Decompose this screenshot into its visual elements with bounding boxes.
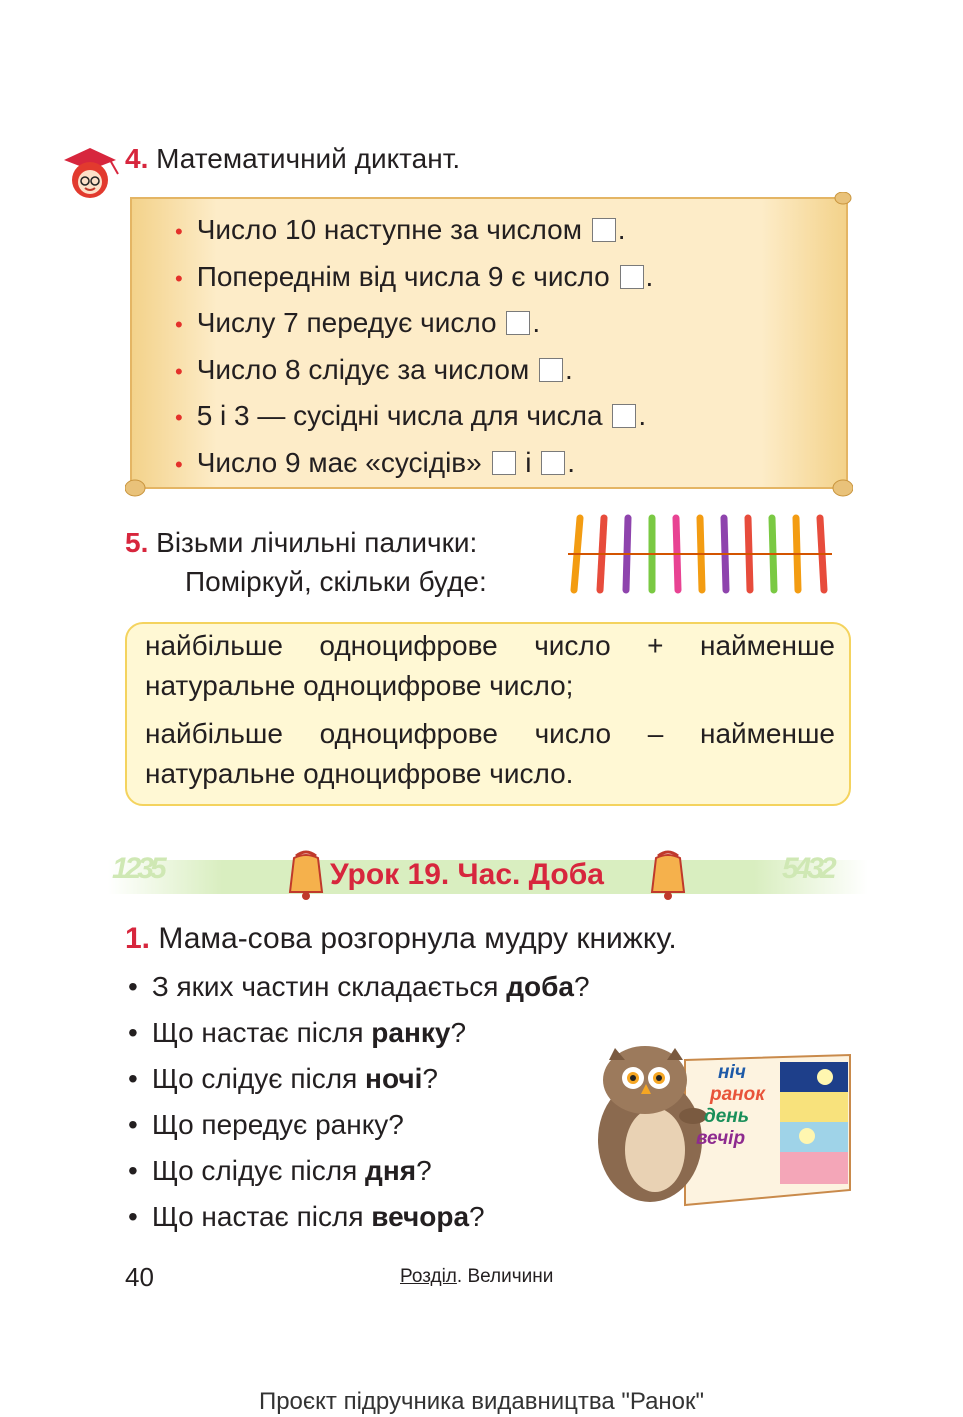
dictation-item: • Число 10 наступне за числом . [175,214,626,245]
section-label: Розділ. Величини [400,1266,554,1287]
book-word-evening: вечір [696,1128,746,1149]
exercise-5-line2: Поміркуй, скільки буде: [185,566,487,597]
book-words [690,1062,765,1150]
banner-deco-digits-right: 5432 [782,852,833,885]
lesson-title: Урок 19. Час. Доба [330,858,604,891]
question-item: • Що настає після вечора? [128,1201,485,1232]
book-word-night: ніч [718,1062,746,1083]
dictation-item: • Числу 7 передує число . [175,307,541,338]
exercise-number: 5. [125,527,149,558]
question-item: • Що слідує після дня? [128,1155,432,1186]
task-box [125,622,851,806]
task-line: натуральне одноцифрове число. [145,758,574,789]
dictation-item: • Число 9 має «сусідів» і . [175,446,576,478]
exercise-5-line1: 5. Візьми лічильні палички: [125,527,478,558]
answer-box[interactable] [506,311,530,335]
question-item: • З яких частин складається доба? [128,971,590,1002]
answer-box[interactable] [592,218,616,242]
answer-box[interactable] [620,265,644,289]
task-line: найбільше одноцифрове число + найменше [145,630,835,661]
question-item: • Що передує ранку? [128,1109,404,1140]
banner-deco-digits-left: 1235 [112,852,163,885]
answer-box[interactable] [539,358,563,382]
exercise-4-heading [125,143,460,175]
answer-box[interactable] [612,404,636,428]
exercise-number: 4. [125,143,149,174]
page-number: 40 [125,1262,154,1292]
exercise-number: 1. [125,922,151,955]
project-note: Проєкт підручника видавництва "Ранок" [258,1388,705,1415]
dictation-item: • Попереднім від числа 9 є число . [175,260,654,292]
task-line: найбільше одноцифрове число – найменше [145,718,835,749]
dictation-list [175,208,653,487]
exercise-title: Математичний диктант. [156,143,461,174]
question-list [128,964,590,1240]
dictation-item: • Число 8 слідує за числом . [175,353,573,385]
task-line: натуральне одноцифрове число; [145,670,574,701]
answer-box[interactable] [492,451,516,475]
dictation-item: • 5 і 3 — сусідні числа для числа . [175,400,647,431]
question-item: • Що слідує після ночі? [128,1063,438,1094]
book-word-morning: ранок [710,1084,765,1105]
question-item: • Що настає після ранку? [128,1017,467,1048]
exercise-title: Мама-сова розгорнула мудру книжку. [158,922,677,955]
counting-sticks-illustration [560,510,845,598]
book-word-day: день [704,1106,750,1127]
exercise-1-heading [125,922,677,956]
teacher-icon [58,140,122,202]
answer-box[interactable] [541,451,565,475]
